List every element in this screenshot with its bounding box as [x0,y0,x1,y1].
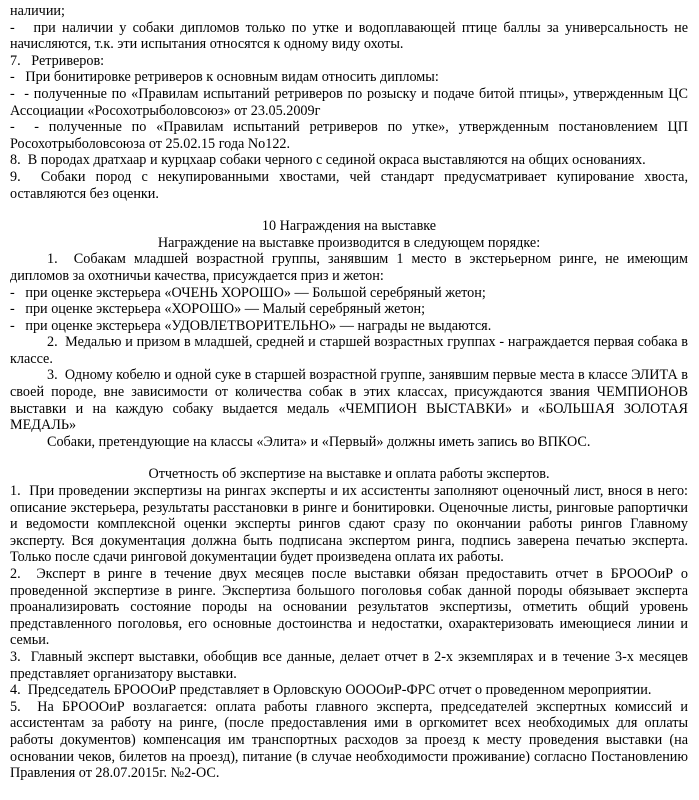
paragraph: - при оценке экстерьера «УДОВЛЕТВОРИТЕЛЬНО» — награды не выдаются. [10,317,492,334]
section-heading: Награждение на выставке производится в следующем порядке: [157,234,541,251]
paragraph: наличии; [10,3,65,19]
paragraph: - - полученные по «Правилам испытаний ретриверов по утке», утвержденным постановлением ЦП Росохотрыболовсоюза от 25.02.15 года No122. [10,119,688,152]
paragraph: Собаки, претендующие на классы «Элита» и «Первый» должны иметь запись во ВПКОС. [47,433,591,450]
paragraph: - при оценке экстерьера «ОЧЕНЬ ХОРОШО» — Большой серебряный жетон; [10,284,486,301]
paragraph: - - полученные по «Правилам испытаний ретриверов по розыску и подаче битой птицы», утвержденным ЦС Ассоциации «Росохотрыболовсоюз» от 23.05.2009г [10,85,688,119]
blank-line [10,202,688,218]
paragraph: 1. При проведении экспертизы на рингах эксперты и их ассистенты заполняют оценочный лист, внося в него: описание экстерьера, результаты расстановки в ринге и бонитировки. Оценочные листы, ринговые рапортички и ведомости комплексной оценки эксперты рингов сдают сразу по окончании работы рингов Главному эксперту. Вся документация должна быть подписана экспертом ринга, подпись заверена печатью эксперта. Только после сдачи ринговой документации будет произведена оплата их работы. [10,483,688,566]
paragraph: - При бонитировке ретриверов к основным видам относить дипломы: [10,69,439,86]
paragraph: 5. На БРОООиР возлагается: оплата работы главного эксперта, председателей экспертных комиссий и ассистентам за работу на ринге, (после предоставления ими в оргкомитет всех необходимых для оплаты работы документов) компенсация им транспортных расходов за проезд к месту проведения выставки (на основании чеков, билетов на проезд), питание (в случае необходимости проживание) согласно Постановлению Правления от 28.07.2015г. №2-ОС. [10,698,688,782]
section-heading: Отчетность об экспертизе на выставке и оплата работы экспертов. [148,466,550,483]
paragraph: 2. Медалью и призом в младшей, средней и старшей возрастных группах - награждается первая собака в классе. [10,334,688,367]
paragraph: 3. Одному кобелю и одной суке в старшей возрастной группе, занявшим первые места в классе ЭЛИТА в своей породе, вне зависимости от количества собак в этих классах, присуждаются звания ЧЕМПИОНОВ выставки и на каждую собаку выдается медаль «ЧЕМПИОН ВЫСТАВКИ» и «БОЛЬШАЯ ЗОЛОТАЯ МЕДАЛЬ» [10,367,688,434]
paragraph: 3. Главный эксперт выставки, обобщив все данные, делает отчет в 2-х экземплярах и в течение 3-х месяцев представляет организатору выставки. [10,648,688,682]
paragraph: 9. Собаки пород с некупированными хвостами, чей стандарт предусматривает купирование хвоста, оставляются без оценки. [10,168,688,202]
section-heading: 10 Награждения на выставке [261,218,437,235]
paragraph: - при наличии у собаки дипломов только по утке и водоплавающей птице баллы за универсальность не начисляются, т.к. эти испытания относятся к одному виду охоты. [10,19,688,53]
paragraph: - при оценке экстерьера «ХОРОШО» — Малый серебряный жетон; [10,301,426,318]
paragraph: 4. Председатель БРОООиР представляет в Орловскую ООООиР-ФРС отчет о проведенном мероприятии. [10,682,652,699]
paragraph: 8. В породах дратхаар и курцхаар собаки черного с сединой окраса выставляются на общих основаниях. [10,152,646,169]
blank-line [10,450,688,466]
paragraph: 1. Собакам младшей возрастной группы, занявшим 1 место в экстерьерном ринге, не имеющим дипломов за охотничьи качества, присуждается приз и жетон: [10,251,688,284]
paragraph: 7. Ретриверов: [10,52,105,69]
paragraph: 2. Эксперт в ринге в течение двух месяцев после выставки обязан предоставить отчет в БРОООиР о проведенной экспертизе в ринге. Экспертиза большого поголовья собак данной породы обязывает эксперта проанализировать состояние породы на основании результатов экспертизы, отметить общий уровень представленного поголовья, его основные достоинства и недостатки, охарактеризовать имеющиеся линии и семьи. [10,566,688,649]
